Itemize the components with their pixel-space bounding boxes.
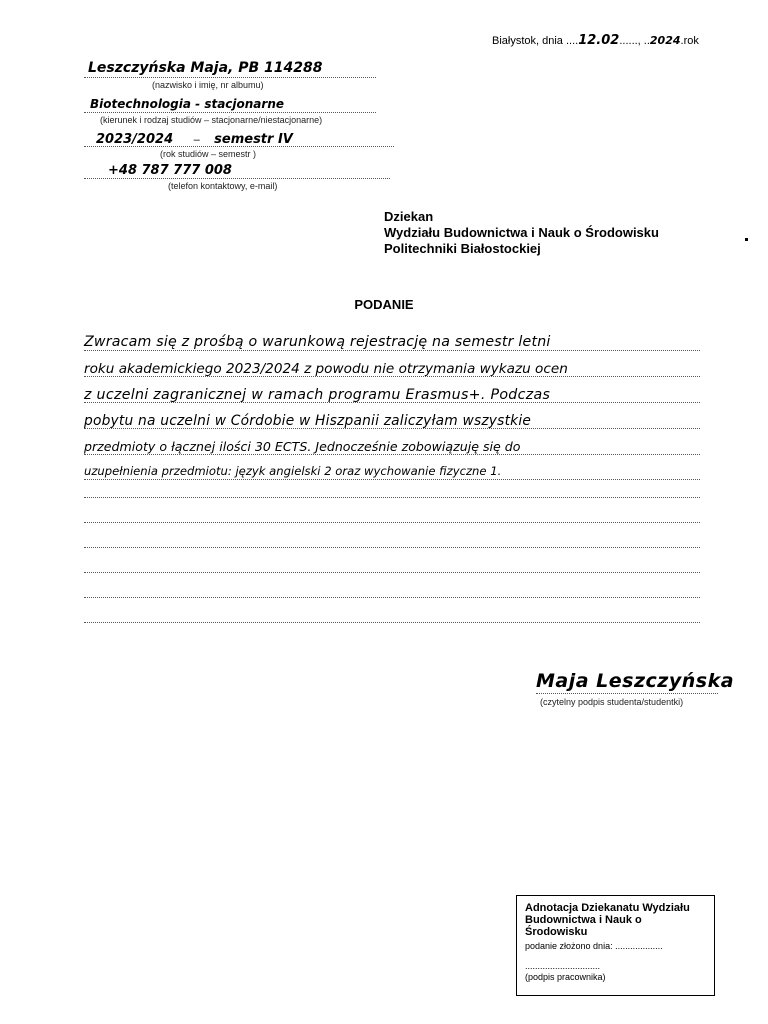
date-year: 2024 [649, 34, 681, 47]
page-title: PODANIE [354, 297, 414, 312]
year-sep: – [193, 134, 200, 146]
ruled-line [84, 479, 700, 480]
name-value: Leszczyńska Maja, PB 114288 [88, 60, 323, 76]
date-line [492, 33, 699, 48]
ruled-line [84, 622, 700, 623]
addressee-line1: Dziekan [384, 209, 434, 224]
year-caption: (rok studiów – semestr ) [160, 149, 257, 159]
program-dotline [84, 112, 376, 113]
ruled-line [84, 547, 700, 548]
body-line-3: z uczelni zagranicznej w ramach programu Erasmus+. Podczas [84, 387, 551, 403]
name-dotline [84, 77, 376, 78]
ruled-line [84, 497, 700, 498]
ruled-line [84, 376, 700, 377]
ruled-line [84, 428, 700, 429]
addressee-line3: Politechniki Białostockiej [384, 241, 541, 256]
ruled-line [84, 522, 700, 523]
office-heading: Adnotacja Dziekanatu Wydziału Budownictwa i Nauk o Środowisku [525, 902, 690, 938]
signature-caption: (czytelny podpis studenta/studentki) [540, 697, 684, 707]
body-line-2: roku akademickiego 2023/2024 z powodu nie otrzymania wykazu ocen [84, 361, 568, 377]
phone-caption: (telefon kontaktowy, e-mail) [168, 181, 278, 191]
name-caption: (nazwisko i imię, nr albumu) [152, 80, 264, 90]
ruled-line [84, 572, 700, 573]
stray-mark [745, 238, 748, 241]
city-prefix: Białystok, dnia .... [492, 35, 579, 47]
ruled-line [84, 597, 700, 598]
date-day-month: 12.02 [578, 33, 620, 48]
body-line-4: pobytu na uczelni w Córdobie w Hiszpanii zaliczyłam wszystkie [84, 413, 532, 429]
office-annotation-box [516, 895, 715, 996]
year-dotline [84, 146, 394, 147]
signature-value: Maja Leszczyńska [536, 670, 735, 692]
office-sig-caption: (podpis pracownika) [525, 972, 606, 982]
semester-value: semestr IV [214, 132, 293, 147]
signature-dotline [536, 693, 718, 694]
office-sig-dots: .............................. [525, 961, 601, 971]
body-line-1: Zwracam się z prośbą o warunkową rejestrację na semestr letni [84, 334, 551, 350]
addressee-line2: Wydziału Budownictwa i Nauk o Środowisku [384, 225, 659, 240]
program-caption: (kierunek i rodzaj studiów – stacjonarne/niestacjonarne) [100, 115, 323, 125]
addressee [384, 209, 659, 257]
ruled-line [84, 350, 700, 351]
body-line-6: uzupełnienia przedmiotu: język angielski 2 oraz wychowanie fizyczne 1. [84, 464, 502, 478]
office-submitted: podanie złożono dnia: ................... [525, 941, 663, 951]
ruled-line [84, 454, 700, 455]
date-mid: ......, .. [619, 35, 650, 47]
year-value: 2023/2024 [96, 132, 174, 147]
body-line-5: przedmioty o łącznej ilości 30 ECTS. Jednocześnie zobowiązuję się do [84, 439, 521, 454]
ruled-line [84, 402, 700, 403]
program-value: Biotechnologia - stacjonarne [90, 97, 285, 111]
phone-dotline [84, 178, 390, 179]
date-suffix: .rok [680, 35, 699, 47]
phone-value: +48 787 777 008 [108, 163, 232, 178]
